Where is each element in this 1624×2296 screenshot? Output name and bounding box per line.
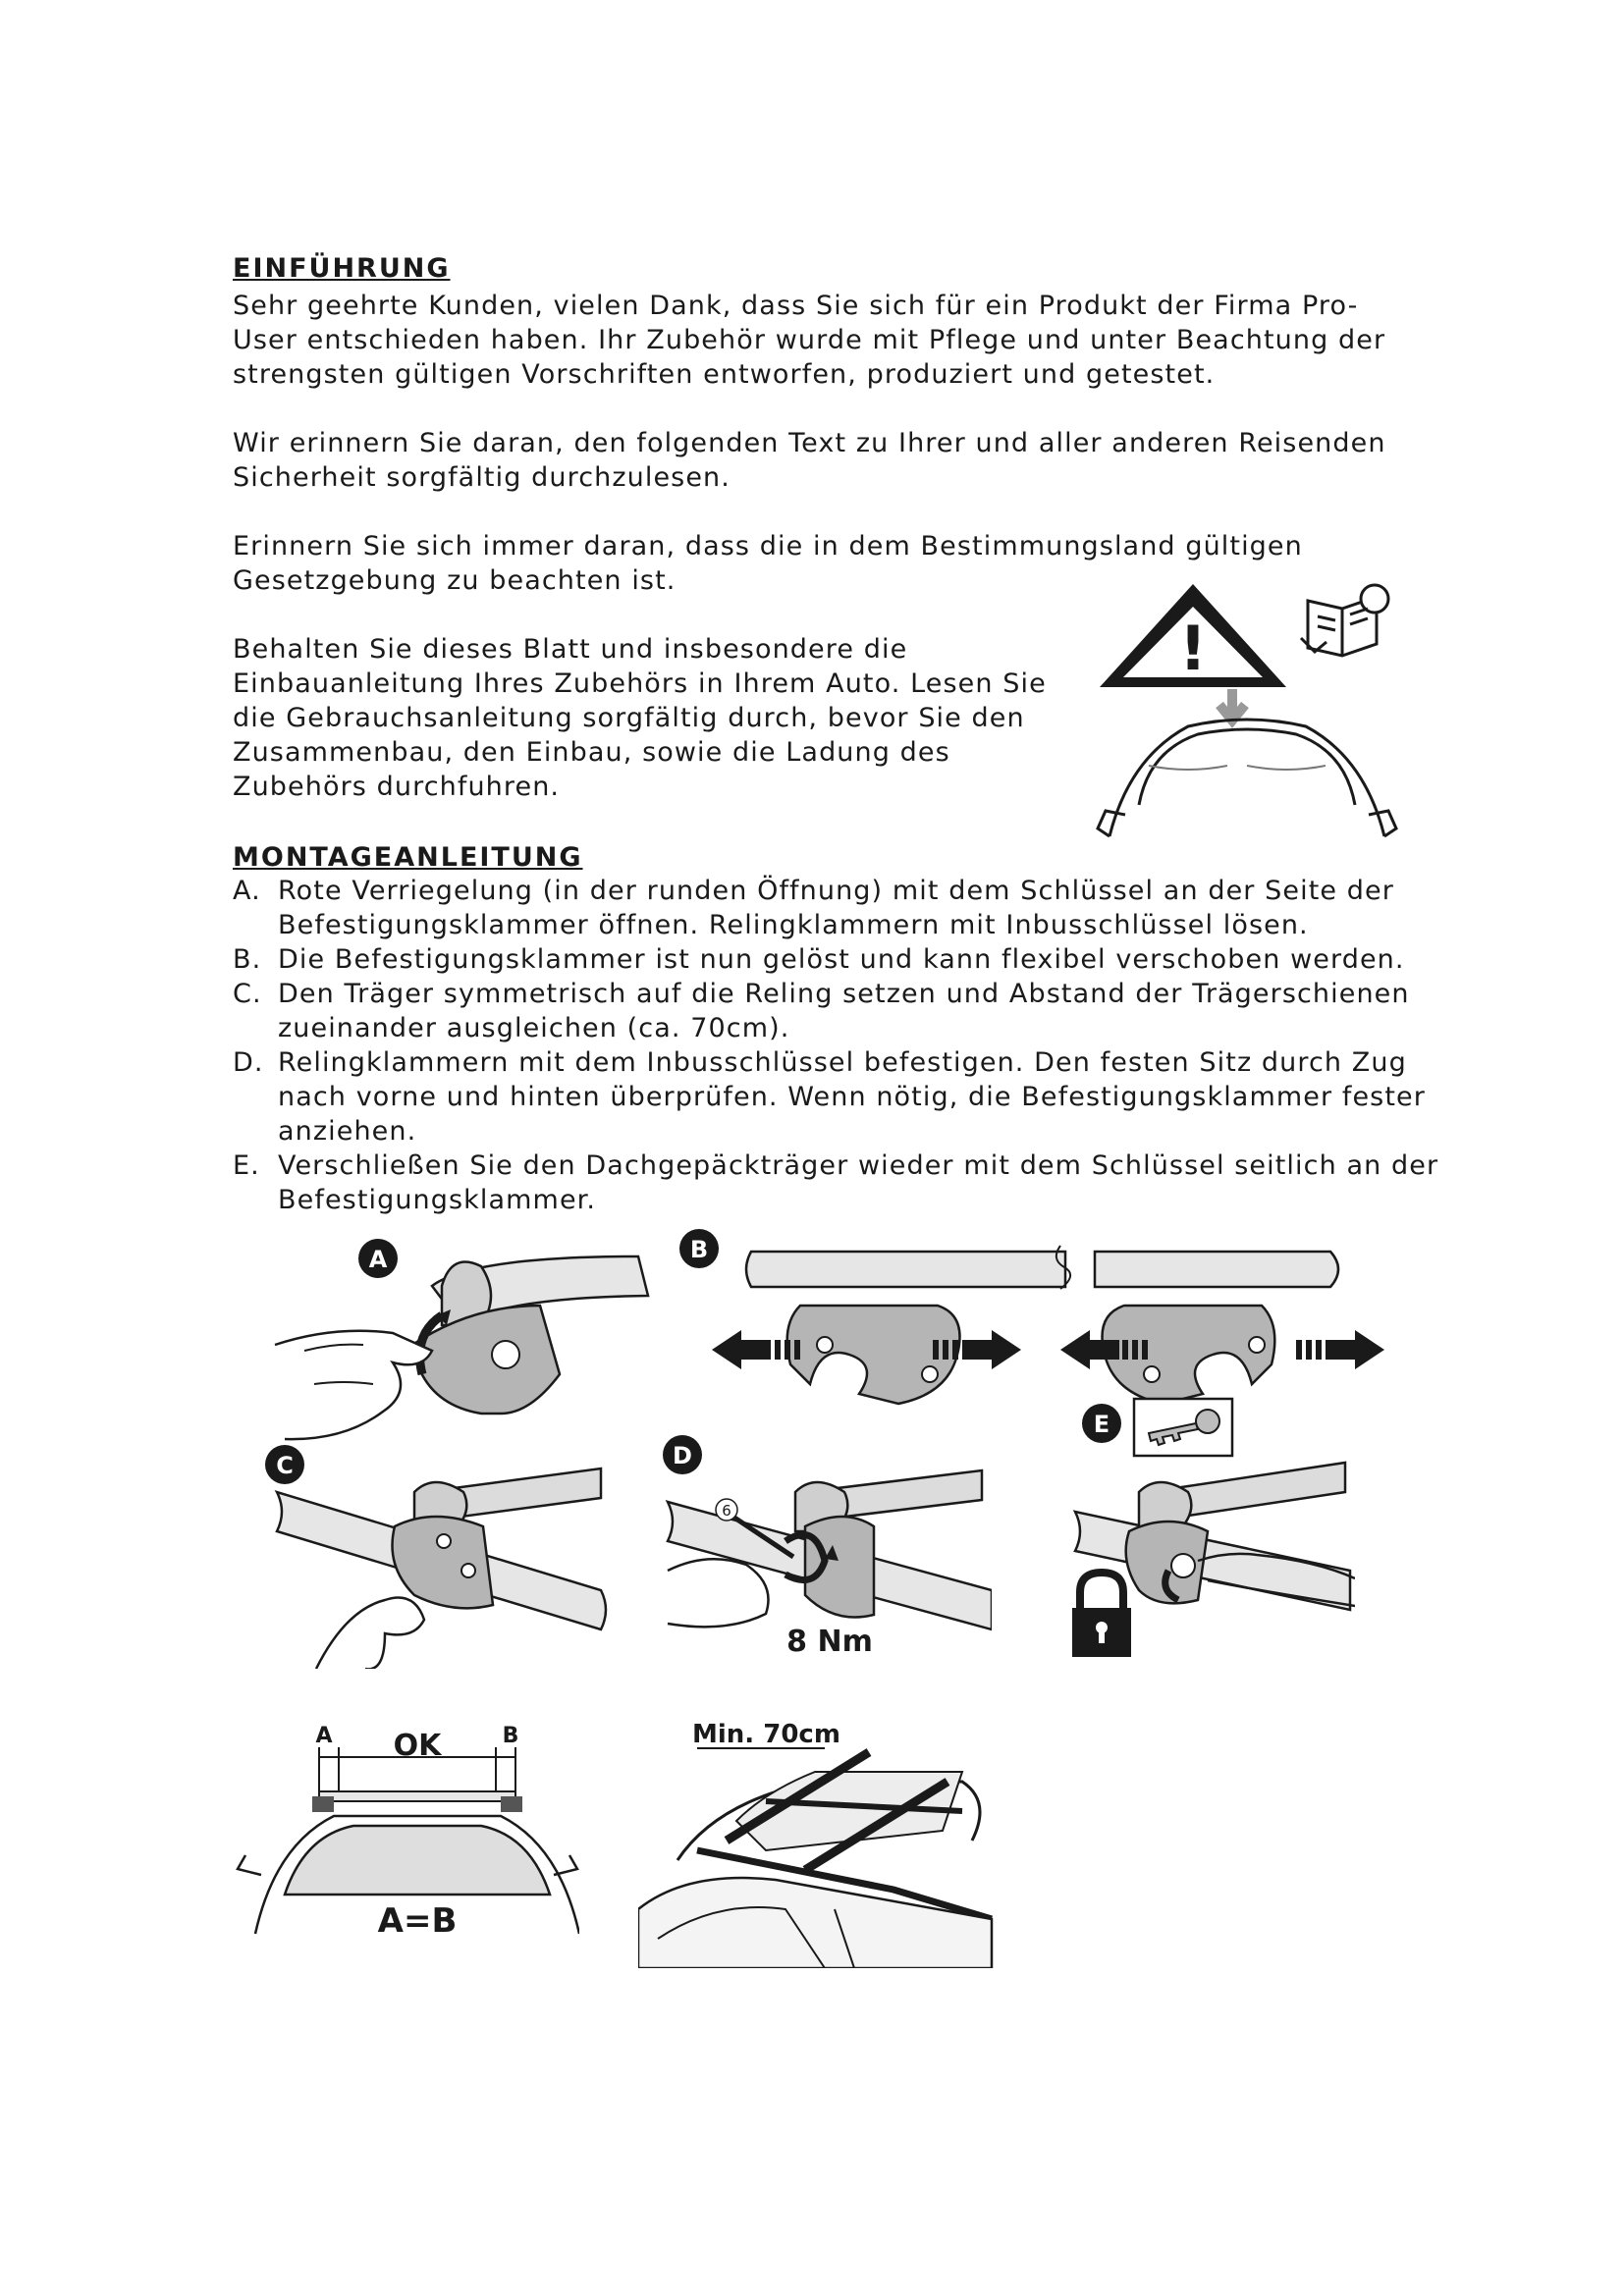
text-line: Gesetzgebung zu beachten ist. [233, 565, 677, 596]
intro-paragraph-2 [233, 426, 1386, 495]
manual-book-icon [1301, 585, 1388, 656]
list-item [233, 942, 1440, 977]
figure-d-tighten [658, 1433, 992, 1669]
min-distance-label: Min. 70cm [692, 1720, 840, 1749]
figure-min-distance [638, 1713, 1001, 1968]
step-marker: C. [233, 979, 262, 1009]
torque-value: 8 Nm [786, 1625, 873, 1659]
text-line: Sehr geehrte Kunden, vielen Dank, dass Sie sich für ein Produkt der Firma Pro- [233, 291, 1359, 321]
figure-e-lock [1070, 1394, 1355, 1679]
figure-label-c: C [276, 1452, 294, 1479]
montage-heading: MONTAGEANLEITUNG [233, 842, 583, 873]
step-marker: B. [233, 944, 262, 975]
step-text: Die Befestigungsklammer ist nun gelöst und kann flexibel verschoben werden. [278, 944, 1405, 975]
step-marker: D. [233, 1047, 264, 1078]
car-front-icon [1098, 720, 1396, 836]
text-line: Zusammenbau, den Einbau, sowie die Ladung des [233, 737, 950, 768]
text-line: Erinnern Sie sich immer daran, dass die in dem Bestimmungsland gültigen [233, 531, 1303, 561]
step-number-six: 6 [722, 1502, 731, 1520]
text-line: Wir erinnern Sie daran, den folgenden Text zu Ihrer und aller anderen Reisenden [233, 428, 1386, 458]
text-line: Behalten Sie dieses Blatt und insbesondere die [233, 634, 908, 665]
dimension-b: B [502, 1724, 519, 1748]
step-text: Verschließen Sie den Dachgepäckträger wieder mit dem Schlüssel seitlich an der Befestigungsklammer. [278, 1150, 1439, 1215]
text-line: Zubehörs durchfuhren. [233, 772, 561, 802]
list-item [233, 1148, 1440, 1217]
warning-mark: ! [1178, 613, 1208, 684]
figure-c-place [257, 1433, 611, 1669]
figure-label-e: E [1093, 1411, 1110, 1438]
equation-a-equals-b: A=B [377, 1901, 458, 1941]
step-text: Relingklammern mit dem Inbusschlüssel befestigen. Den festen Sitz durch Zug nach vorne und hinten überprüfen. Wenn nötig, die Befestigungsklammer fester anziehen. [278, 1047, 1426, 1147]
intro-paragraph-1 [233, 289, 1385, 392]
warning-illustration [1090, 579, 1404, 844]
intro-paragraph-4 [233, 632, 1047, 804]
figure-label-d: D [673, 1442, 692, 1469]
step-text: Den Träger symmetrisch auf die Reling setzen und Abstand der Trägerschienen zueinander ausgleichen (ca. 70cm). [278, 979, 1410, 1043]
figure-a-unlock [265, 1227, 658, 1453]
text-line: Einbauanleitung Ihres Zubehörs in Ihrem Auto. Lesen Sie [233, 668, 1047, 699]
assembly-steps-list [233, 874, 1440, 1217]
list-item [233, 977, 1440, 1045]
dimension-a: A [315, 1724, 333, 1748]
padlock-icon [1072, 1573, 1131, 1657]
figure-label-b: B [689, 1236, 709, 1263]
figure-label-a: A [368, 1246, 388, 1273]
intro-heading: EINFÜHRUNG [233, 253, 451, 284]
figure-symmetry [236, 1718, 579, 1953]
text-line: Sicherheit sorgfältig durchzulesen. [233, 462, 731, 493]
step-marker: A. [233, 876, 261, 906]
step-marker: E. [233, 1150, 260, 1181]
text-line: strengsten gültigen Vorschriften entworfen, produziert und getestet. [233, 359, 1216, 390]
dimension-ok: OK [393, 1729, 442, 1763]
list-item [233, 1045, 1440, 1148]
arrow-right-icon [1296, 1330, 1384, 1369]
list-item [233, 874, 1440, 942]
text-line: die Gebrauchsanleitung sorgfältig durch, bevor Sie den [233, 703, 1025, 733]
step-text: Rote Verriegelung (in der runden Öffnung) mit dem Schlüssel an der Seite der Befestigungsklammer öffnen. Relingklammern mit Inbusschlüssel lösen. [278, 876, 1394, 940]
text-line: User entschieden haben. Ihr Zubehör wurde mit Pflege und unter Beachtung der [233, 325, 1386, 355]
